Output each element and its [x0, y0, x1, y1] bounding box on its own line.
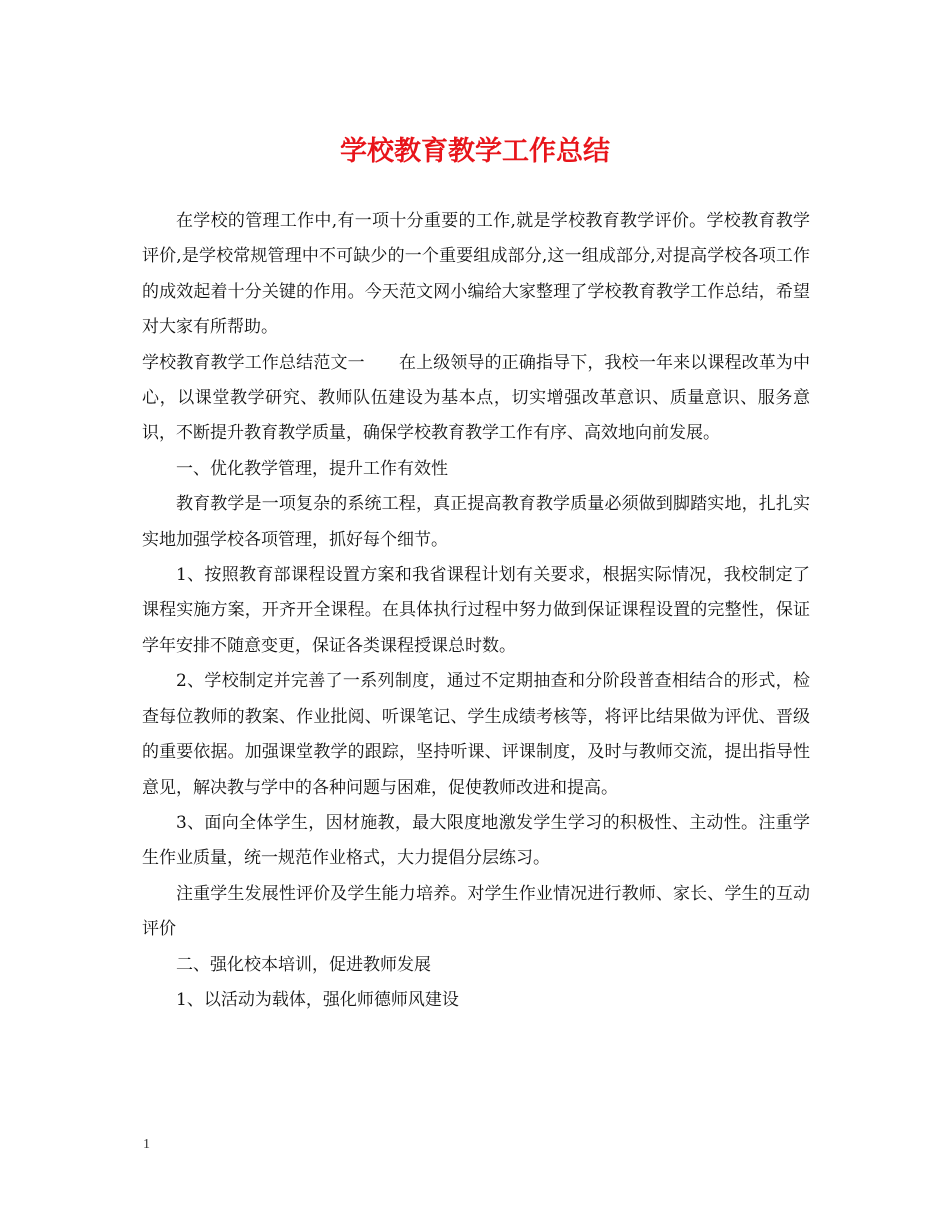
sample-one-paragraph: 学校教育教学工作总结范文一 在上级领导的正确指导下，我校一年来以课程改革为中心，以课堂教学研究、教师队伍建设为基本点，切实增强改革意识、质量意识、服务意识，不断提升教育教学质量，确保学校教育教学工作有序、高效地向前发展。 [142, 352, 810, 444]
document-title: 学校教育教学工作总结 [340, 136, 610, 167]
document-body [142, 204, 810, 1018]
list-item-2: 2、学校制定并完善了一系列制度，通过不定期抽查和分阶段普查相结合的形式，检查每位教师的教案、作业批阅、听课笔记、学生成绩考核等，将评比结果做为评优、晋级的重要依据。加强课堂教学的跟踪，坚持听课、评课制度，及时与教师交流，提出指导性意见，解决教与学中的各种问题与困难，促使教师改进和提高。 [142, 671, 810, 798]
page-number: 1 [143, 1137, 150, 1152]
list-item-3: 3、面向全体学生，因材施教，最大限度地激发学生学习的积极性、主动性。注重学生作业质量，统一规范作业格式，大力提倡分层练习。 [142, 812, 810, 869]
section-heading-two: 二、强化校本培训，促进教师发展 [176, 954, 431, 975]
list-item-training-1: 1、以活动为载体，强化师德师风建设 [176, 989, 459, 1010]
body-paragraph-evaluation: 注重学生发展性评价及学生能力培养。对学生作业情况进行教师、家长、学生的互动评价 [142, 883, 810, 940]
intro-paragraph: 在学校的管理工作中,有一项十分重要的工作,就是学校教育教学评价。学校教育教学评价,是学校常规管理中不可缺少的一个重要组成部分,这一组成部分,对提高学校各项工作的成效起着十分关键的作用。今天范文网小编给大家整理了学校教育教学工作总结，希望对大家有所帮助。 [142, 211, 810, 338]
section-heading-one: 一、优化教学管理，提升工作有效性 [176, 458, 448, 479]
body-paragraph: 教育教学是一项复杂的系统工程，真正提高教育教学质量必须做到脚踏实地，扎扎实实地加强学校各项管理，抓好每个细节。 [142, 494, 810, 550]
list-item-1: 1、按照教育部课程设置方案和我省课程计划有关要求，根据实际情况，我校制定了课程实施方案，开齐开全课程。在具体执行过程中努力做到保证课程设置的完整性，保证学年安排不随意变更，保证各类课程授课总时数。 [142, 565, 810, 656]
